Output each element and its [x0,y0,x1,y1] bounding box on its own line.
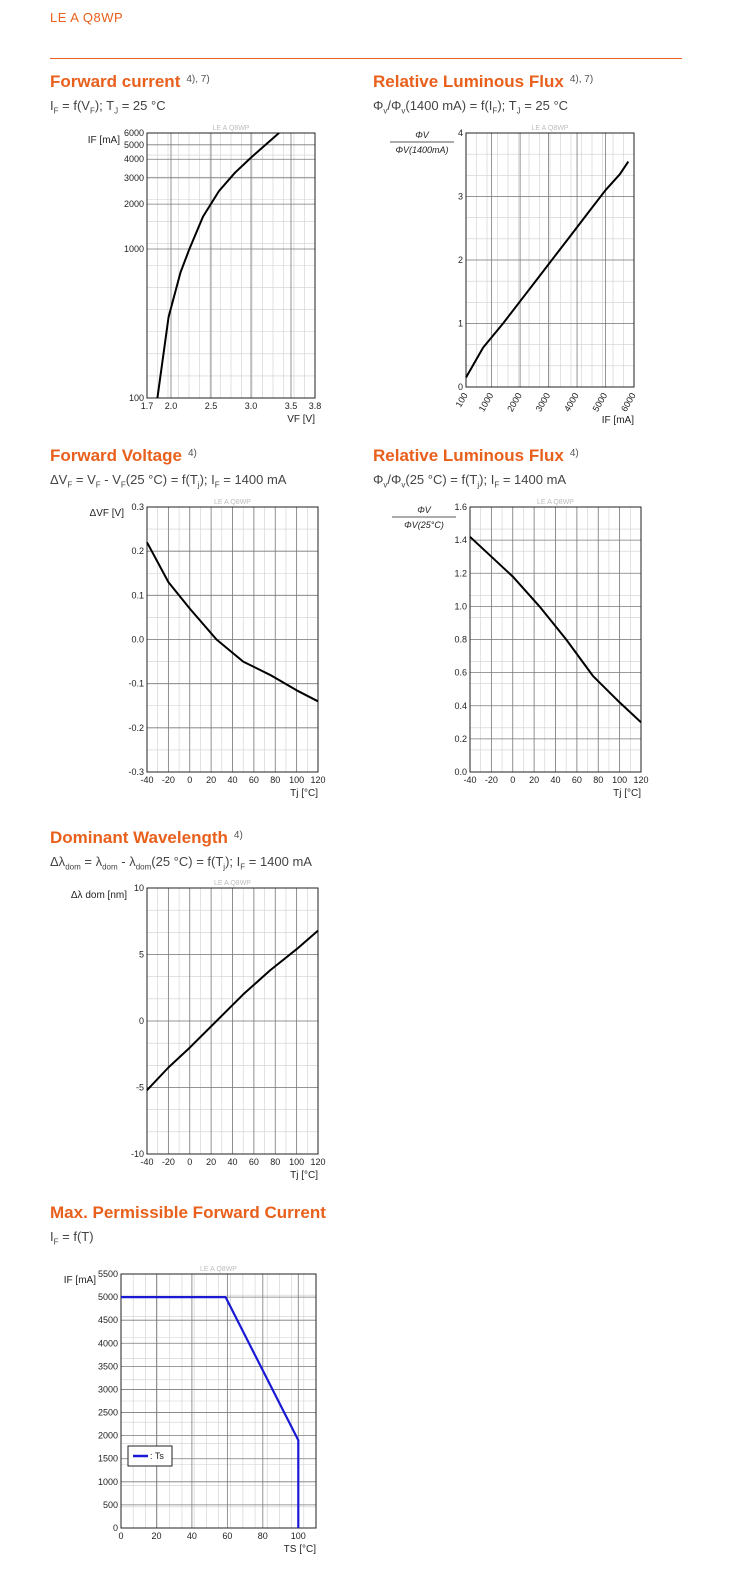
chart-watermark: LE A Q8WP [214,499,251,506]
doc-title: LE A Q8WP [50,10,124,25]
x-tick-label: 20 [206,1157,217,1167]
x-tick-label: 0 [187,1157,193,1167]
x-tick-label: -20 [161,1157,175,1167]
y-tick-label: 1000 [123,243,144,254]
x-tick-label: 1.7 [140,401,154,411]
x-tick-label: 60 [571,775,582,785]
x-tick-label: 100 [289,775,305,785]
x-axis-label: VF [V] [287,414,315,425]
x-tick-label: 0 [510,775,516,785]
x-tick-label: -40 [140,1157,154,1167]
y-tick-label: 0 [138,1016,144,1026]
y-tick-label: -0.1 [128,678,144,689]
y-tick-label: 0.1 [131,590,144,601]
y-tick-label: 4000 [123,154,144,165]
section-subtitle: $\Phi_v/\Phi_v(25$ $^\circ C) = f(T_j)$; $I_F = 1400$ mA [373,472,567,490]
x-tick-label: 40 [227,775,238,785]
x-tick-label: 60 [248,1157,259,1167]
x-tick-label: 80 [270,1157,281,1167]
y-tick-label: 0.8 [454,634,467,645]
y-tick-label: 3000 [97,1384,118,1395]
y-tick-label: 0.0 [131,634,144,645]
x-tick-label: 0 [118,1531,124,1541]
x-tick-label: -40 [463,775,477,785]
y-tick-label: 500 [102,1499,118,1510]
y-axis-label: Δλ dom [nm] [70,890,127,901]
legend-label: : Ts [150,1451,164,1461]
section-subtitle: $\Phi_v/\Phi_v(1400$ $mA) = f(I_F)$; $T_J = 25$ °C [373,98,569,116]
x-tick-label: -40 [140,775,154,785]
x-tick-label: 3.8 [308,401,322,411]
section-title-text: Forward current [50,72,181,91]
y-tick-label: 0.4 [454,700,467,711]
x-tick-label: 100 [290,1531,306,1541]
section-footnote: 4) [569,448,579,459]
x-tick-label: 20 [151,1531,162,1541]
section-title-text: Relative Luminous Flux [373,72,564,91]
y-axis-label-numerator: ΦV [417,505,431,515]
y-tick-label: 10 [133,883,144,893]
y-tick-label: 1.0 [454,601,467,612]
y-tick-label: 4 [457,128,463,138]
x-tick-label: 100 [453,391,470,410]
x-tick-label: 100 [612,775,628,785]
x-tick-label: 60 [248,775,259,785]
x-tick-label: -20 [161,775,175,785]
y-tick-label: 0.2 [454,733,467,744]
y-tick-label: 2000 [123,199,144,210]
y-tick-label: -5 [135,1082,144,1093]
y-tick-label: -0.3 [128,767,144,777]
section-subtitle: $I_F = f(V_F)$; $T_J = 25$ °C [50,98,166,116]
x-tick-label: -20 [484,775,498,785]
x-tick-label: 120 [633,775,649,785]
y-tick-label: 1 [457,318,463,329]
y-tick-label: 0.0 [454,767,467,777]
y-tick-label: 2000 [97,1430,118,1441]
x-tick-label: 100 [289,1157,305,1167]
x-tick-label: 2.5 [204,401,218,411]
x-tick-label: 3.5 [284,401,298,411]
y-tick-label: 3000 [123,172,144,183]
y-tick-label: 0 [457,382,463,392]
y-axis-label-denominator: ΦV(25°C) [404,520,444,530]
x-tick-label: 4000 [562,391,581,414]
x-tick-label: 2.0 [164,401,178,411]
x-tick-label: 0 [187,775,193,785]
y-tick-label: 0.2 [131,546,144,557]
x-tick-label: 5000 [590,391,610,414]
x-tick-label: 40 [186,1531,197,1541]
y-tick-label: -0.2 [128,722,144,733]
section-title-text: Max. Permissible Forward Current [50,1203,326,1222]
chart-watermark: LE A Q8WP [212,125,250,132]
y-tick-label: 1500 [97,1453,118,1464]
y-axis-label-numerator: ΦV [415,130,429,140]
y-tick-label: -10 [130,1149,144,1159]
x-tick-label: 6000 [619,391,638,414]
x-tick-label: 2000 [505,391,524,414]
y-tick-label: 1000 [97,1476,118,1487]
y-tick-label: 4000 [97,1338,118,1349]
minor-grid [121,1274,316,1528]
section-footnote: 4) [233,830,243,841]
x-axis-label: Tj [°C] [290,788,318,799]
y-axis-label: ΔVF [V] [89,508,124,519]
section-footnote: 4), 7) [186,74,210,85]
section-footnote: 4) [187,448,197,459]
y-tick-label: 5000 [123,139,144,150]
y-tick-label: 2500 [97,1407,118,1418]
x-tick-label: 40 [550,775,561,785]
y-tick-label: 5500 [97,1269,118,1279]
x-tick-label: 120 [310,775,326,785]
chart-watermark: LE A Q8WP [200,1266,237,1273]
x-tick-label: 120 [310,1157,326,1167]
chart-watermark: LE A Q8WP [214,880,251,887]
x-tick-label: 3000 [533,391,553,414]
x-tick-label: 80 [270,775,281,785]
y-tick-label: 6000 [123,128,144,138]
y-axis-label: IF [mA] [63,1275,96,1286]
y-tick-label: 0.6 [454,667,467,678]
y-tick-label: 5000 [97,1292,118,1303]
x-tick-label: 60 [222,1531,233,1541]
y-tick-label: 1.4 [454,535,467,546]
y-tick-label: 5 [138,949,144,960]
section-subtitle: $\Delta V_F = V_F - V_F(25$ $^\circ C) = f(T_j)$; $I_F = 1400$ mA [50,472,287,490]
x-tick-label: 1000 [476,390,496,414]
y-tick-label: 1.6 [454,502,467,512]
section-title-text: Dominant Wavelength [50,828,228,847]
x-axis-label: Tj [°C] [290,1170,318,1181]
x-axis-label: IF [mA] [601,415,634,426]
section-title-text: Forward Voltage [50,446,182,465]
x-axis-label: Tj [°C] [613,788,641,799]
x-tick-label: 80 [593,775,604,785]
y-tick-label: 2 [457,255,463,265]
x-tick-label: 80 [257,1531,268,1541]
x-tick-label: 20 [529,775,540,785]
y-axis-label: IF [mA] [87,135,120,146]
x-tick-label: 40 [227,1157,238,1167]
section-title-text: Relative Luminous Flux [373,446,564,465]
y-axis-label-denominator: ΦV(1400mA) [395,145,449,155]
x-tick-label: 20 [206,775,217,785]
y-tick-label: 0 [112,1523,118,1533]
section-subtitle: $\Delta\lambda_{dom} = \lambda_{dom} - \lambda_{dom}(25$ $^\circ C) = f(T_j)$; $I_F = 1400$ mA [50,854,312,872]
y-tick-label: 0.3 [131,502,144,512]
chart-watermark: LE A Q8WP [531,125,569,132]
y-tick-label: 1.2 [454,568,467,579]
section-footnote: 4), 7) [569,74,594,85]
y-tick-label: 3 [457,191,463,202]
x-tick-label: 3.0 [244,401,258,411]
y-tick-label: 3500 [97,1361,118,1372]
chart-watermark: LE A Q8WP [537,499,574,506]
y-tick-label: 100 [128,393,144,403]
y-tick-label: 4500 [97,1315,118,1326]
x-axis-label: TS [°C] [283,1544,316,1555]
section-subtitle: $I_F = f(T)$ [50,1229,94,1247]
